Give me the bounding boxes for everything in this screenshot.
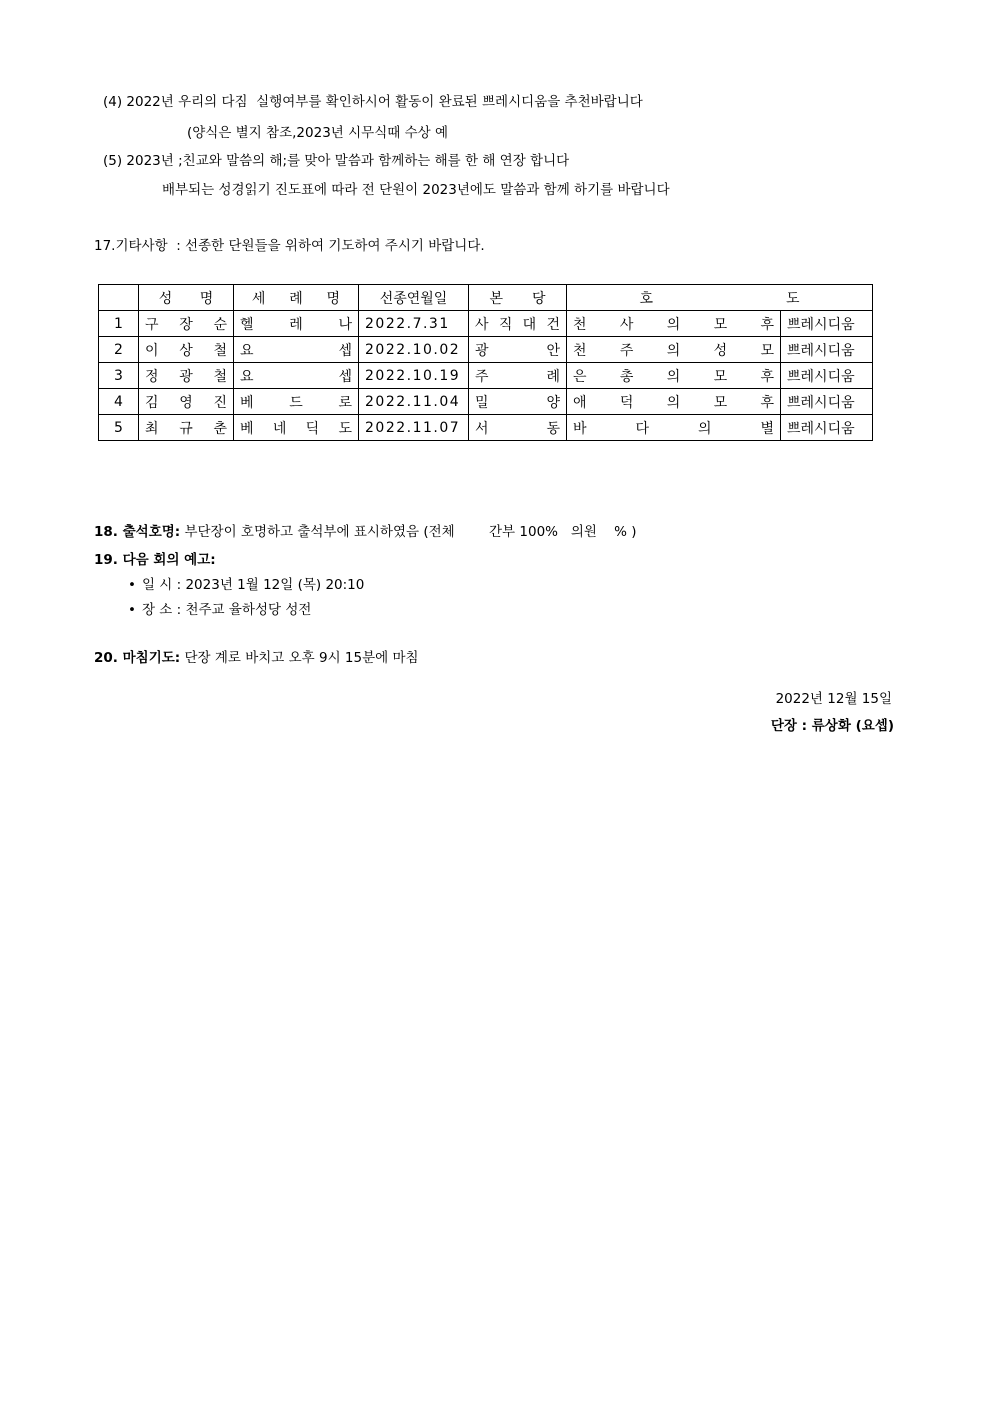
item4-line1: (4) 2022년 우리의 다짐 실행여부를 확인하시어 활동이 완료된 쁘레시디움을 추천바랍니다 bbox=[103, 94, 643, 110]
header-no bbox=[99, 285, 139, 311]
table-header-row bbox=[99, 285, 873, 311]
section19-label: 19. 다음 회의 예고: bbox=[94, 552, 216, 568]
row-praesidium: 쁘레시디움 bbox=[781, 337, 873, 363]
section20-text: 단장 계로 바치고 오후 9시 15분에 마침 bbox=[180, 650, 419, 666]
section20-label: 20. 마침기도: bbox=[94, 650, 181, 666]
row-parish: 주 례 bbox=[469, 363, 567, 389]
row-baptismal: 헬 레 나 bbox=[234, 311, 359, 337]
row-date: 2022.10.19 bbox=[359, 363, 469, 389]
row-parish: 서 동 bbox=[469, 415, 567, 441]
row-parish: 밀 양 bbox=[469, 389, 567, 415]
row-title: 애 덕 의 모 후 bbox=[567, 389, 781, 415]
row-parish: 사 직 대 건 bbox=[469, 311, 567, 337]
row-praesidium: 쁘레시디움 bbox=[781, 363, 873, 389]
row-title: 천 사 의 모 후 bbox=[567, 311, 781, 337]
row-name: 이 상 철 bbox=[139, 337, 234, 363]
row-baptismal: 요 셉 bbox=[234, 363, 359, 389]
row-baptismal: 베 네 딕 도 bbox=[234, 415, 359, 441]
section20 bbox=[94, 649, 419, 667]
signature-leader: 단장 : 류상화 (요셉) bbox=[770, 718, 894, 734]
table-row bbox=[99, 389, 873, 415]
row-name: 정 광 철 bbox=[139, 363, 234, 389]
row-praesidium: 쁘레시디움 bbox=[781, 389, 873, 415]
table-row bbox=[99, 337, 873, 363]
row-date: 2022.10.02 bbox=[359, 337, 469, 363]
next-meeting-date: • 일 시 : 2023년 1월 12일 (목) 20:10 bbox=[128, 576, 364, 594]
deceased-members-table bbox=[98, 284, 873, 441]
section18-text: 부단장이 호명하고 출석부에 표시하였음 (전체 간부 100% 의원 % ) bbox=[180, 524, 637, 540]
row-baptismal: 베 드 로 bbox=[234, 389, 359, 415]
section18-label: 18. 출석호명: bbox=[94, 524, 181, 540]
row-name: 구 장 순 bbox=[139, 311, 234, 337]
header-parish: 본 당 bbox=[469, 285, 567, 311]
row-no: 3 bbox=[99, 363, 139, 389]
row-no: 1 bbox=[99, 311, 139, 337]
header-praesidium-title: 호 도 bbox=[567, 285, 873, 311]
item5-line2: 배부되는 성경읽기 진도표에 따라 전 단원이 2023년에도 말씀과 함께 하기를 바랍니다 bbox=[162, 182, 670, 198]
next-meeting-place: • 장 소 : 천주교 율하성당 성전 bbox=[128, 601, 311, 619]
section17-title: 17.기타사항 : 선종한 단원들을 위하여 기도하여 주시기 바랍니다. bbox=[94, 238, 485, 254]
row-no: 4 bbox=[99, 389, 139, 415]
row-title: 바 다 의 별 bbox=[567, 415, 781, 441]
header-name: 성 명 bbox=[139, 285, 234, 311]
row-title: 은 총 의 모 후 bbox=[567, 363, 781, 389]
header-death-date: 선종연월일 bbox=[359, 285, 469, 311]
row-title: 천 주 의 성 모 bbox=[567, 337, 781, 363]
item5-line1: (5) 2023년 ;친교와 말씀의 해;를 맞아 말씀과 함께하는 해를 한 해 연장 합니다 bbox=[103, 153, 570, 169]
row-praesidium: 쁘레시디움 bbox=[781, 415, 873, 441]
row-date: 2022.11.07 bbox=[359, 415, 469, 441]
row-baptismal: 요 셉 bbox=[234, 337, 359, 363]
header-baptismal-name: 세 례 명 bbox=[234, 285, 359, 311]
row-name: 최 규 춘 bbox=[139, 415, 234, 441]
row-no: 2 bbox=[99, 337, 139, 363]
row-date: 2022.11.04 bbox=[359, 389, 469, 415]
item4-line2: (양식은 별지 참조,2023년 시무식때 수상 예 bbox=[187, 125, 448, 141]
row-date: 2022.7.31 bbox=[359, 311, 469, 337]
section18 bbox=[94, 523, 637, 541]
row-no: 5 bbox=[99, 415, 139, 441]
row-praesidium: 쁘레시디움 bbox=[781, 311, 873, 337]
signature-date: 2022년 12월 15일 bbox=[775, 691, 892, 707]
table-row bbox=[99, 311, 873, 337]
table-row bbox=[99, 363, 873, 389]
row-parish: 광 안 bbox=[469, 337, 567, 363]
row-name: 김 영 진 bbox=[139, 389, 234, 415]
table-row bbox=[99, 415, 873, 441]
